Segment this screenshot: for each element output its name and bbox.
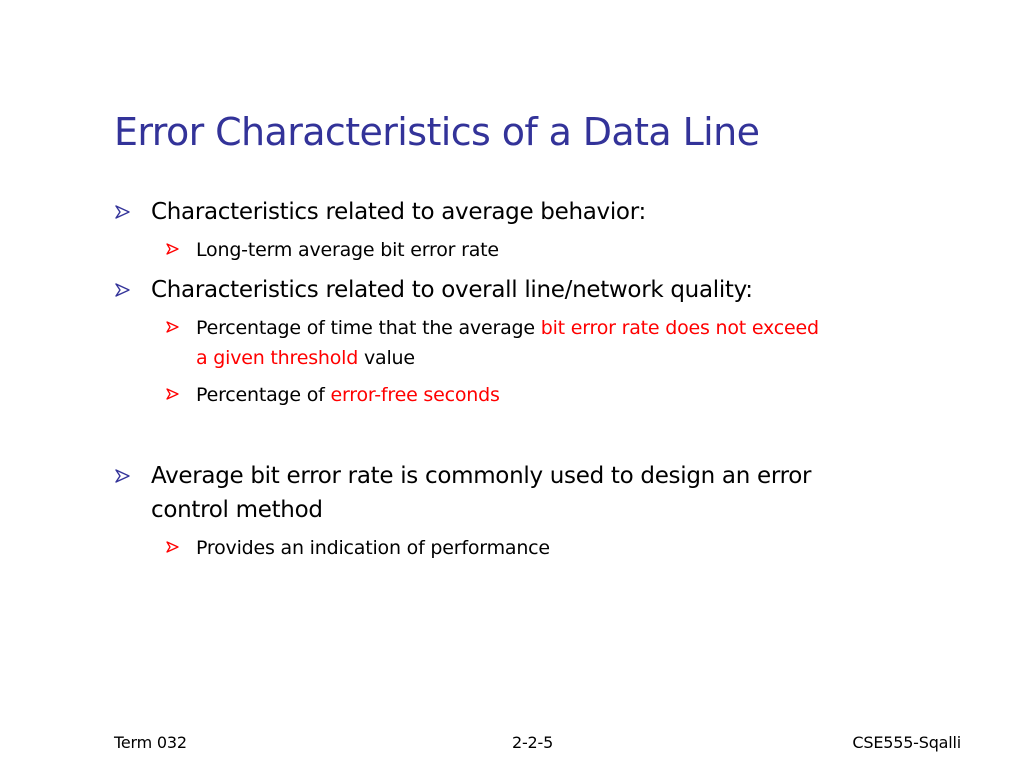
bullet-network-quality bbox=[151, 273, 753, 307]
footer-center-slide-number: 2-2-5 bbox=[512, 733, 554, 752]
subbullet-text: value bbox=[358, 347, 415, 369]
footer-right-course: CSE555-Sqalli bbox=[852, 733, 961, 752]
subbullet-error-free-seconds bbox=[196, 380, 500, 410]
bullet-line-1: Average bit error rate is commonly used to design an error bbox=[151, 463, 812, 489]
highlight-text: error-free seconds bbox=[330, 384, 500, 406]
bullet-text: Characteristics related to overall line/network quality: bbox=[151, 277, 753, 303]
highlight-text: bit error rate does not exceed bbox=[540, 317, 819, 339]
subbullet-indication-performance bbox=[196, 533, 550, 563]
arrow-bullet-icon bbox=[115, 469, 130, 483]
bullet-line-2: control method bbox=[151, 497, 323, 523]
subbullet-text: Percentage of bbox=[196, 384, 331, 406]
bullet-text: Characteristics related to average behavior: bbox=[151, 199, 646, 225]
subbullet-text: Provides an indication of performance bbox=[196, 537, 550, 559]
arrow-bullet-icon bbox=[115, 205, 130, 219]
subbullet-line-2 bbox=[196, 343, 819, 373]
arrow-bullet-icon bbox=[166, 321, 179, 333]
subbullet-line-1 bbox=[196, 313, 819, 343]
arrow-bullet-icon bbox=[115, 283, 130, 297]
subbullet-percentage-time bbox=[196, 313, 819, 373]
subbullet-text: Percentage of time that the average bbox=[196, 317, 541, 339]
footer-left-term: Term 032 bbox=[114, 733, 187, 752]
subbullet-text: Long-term average bit error rate bbox=[196, 239, 499, 261]
arrow-bullet-icon bbox=[166, 388, 179, 400]
slide-title: Error Characteristics of a Data Line bbox=[114, 110, 760, 154]
highlight-text: a given threshold bbox=[196, 347, 359, 369]
bullet-average-behavior bbox=[151, 195, 646, 229]
arrow-bullet-icon bbox=[166, 541, 179, 553]
bullet-average-ber-design bbox=[151, 459, 811, 527]
subbullet-long-term-ber bbox=[196, 235, 499, 265]
arrow-bullet-icon bbox=[166, 243, 179, 255]
